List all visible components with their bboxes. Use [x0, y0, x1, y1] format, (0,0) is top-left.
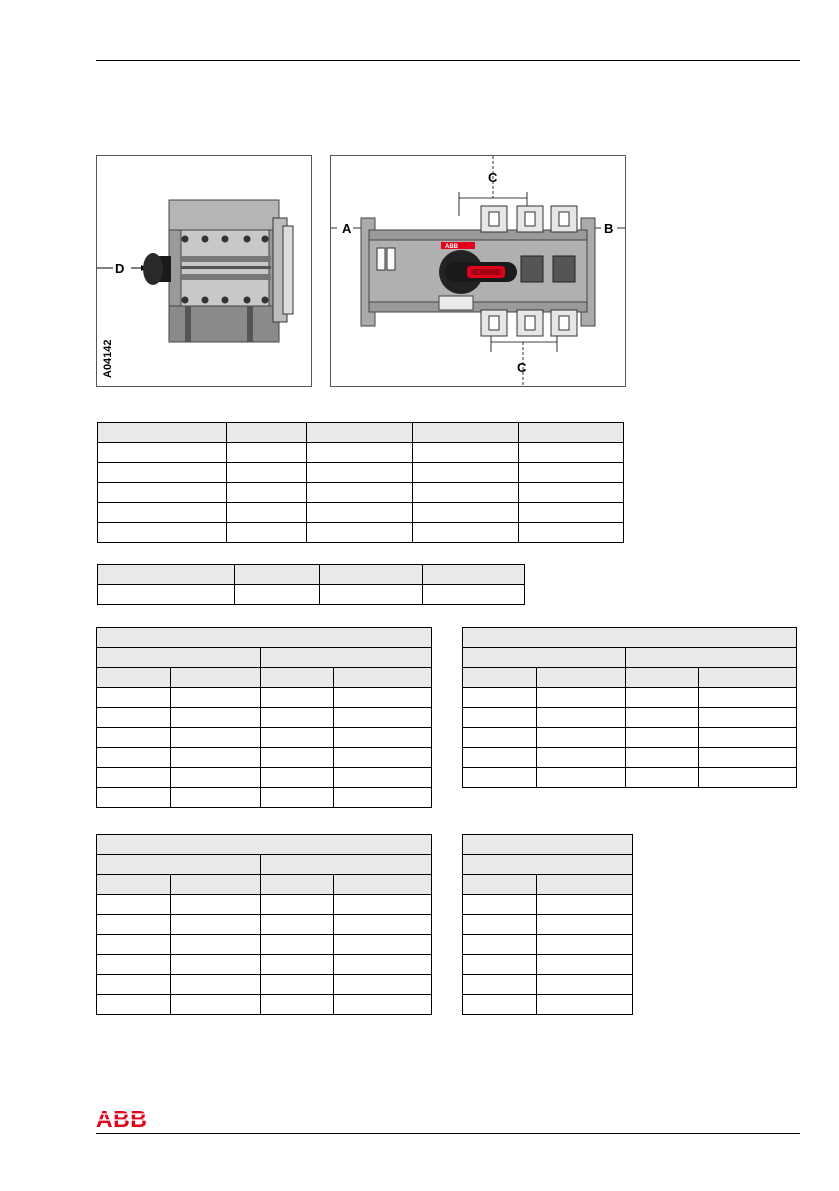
table-row [463, 708, 797, 728]
dimensions-table [97, 422, 624, 543]
table-title-row [97, 628, 432, 648]
table-row [463, 728, 797, 748]
side-view-figure [96, 155, 312, 387]
table-row [98, 503, 624, 523]
table-row [463, 895, 633, 915]
table-group-row [463, 855, 633, 875]
abb-logo [96, 1107, 148, 1129]
table-row [97, 995, 432, 1015]
front-view-drawing [331, 156, 625, 386]
table-row [463, 688, 797, 708]
table-group-row [463, 648, 797, 668]
front-view-figure [330, 155, 626, 387]
table-row [463, 995, 633, 1015]
table-header-row [98, 423, 624, 443]
dim-label-b: B [604, 221, 614, 236]
table-row [97, 708, 432, 728]
header-rule [96, 60, 800, 61]
table-title-row [97, 835, 432, 855]
table-row [97, 768, 432, 788]
dim-label-a: A [342, 221, 352, 236]
table-row [98, 523, 624, 543]
dim-label-d: D [115, 261, 125, 276]
table-row [98, 483, 624, 503]
table-row [97, 788, 432, 808]
device-badge: ABB [445, 244, 458, 250]
table-header-row [97, 875, 432, 895]
table-row [97, 975, 432, 995]
terminal-table-left [96, 627, 432, 808]
table-row [97, 935, 432, 955]
table-row [97, 915, 432, 935]
table-row [98, 463, 624, 483]
terminal-table-right [462, 627, 797, 788]
table-header-row [97, 668, 432, 688]
footer-rule [96, 1133, 800, 1134]
handle-table [97, 564, 525, 605]
table-row [463, 975, 633, 995]
table-row [463, 748, 797, 768]
table-row [97, 728, 432, 748]
abb-logo-text: ABB [96, 1107, 148, 1129]
table-title-row [463, 628, 797, 648]
table-row [97, 688, 432, 708]
table-group-row [97, 648, 432, 668]
table-title-row [463, 835, 633, 855]
table-group-row [97, 855, 432, 875]
figure-code: A04142 [102, 339, 114, 378]
table-header-row [463, 668, 797, 688]
table-row [97, 895, 432, 915]
dim-label-c-bottom: C [517, 360, 527, 375]
table-row [98, 443, 624, 463]
table-row [463, 768, 797, 788]
bottom-table-right [462, 834, 633, 1015]
table-row [463, 955, 633, 975]
table-row [98, 585, 525, 605]
dim-label-c-top: C [488, 170, 498, 185]
table-header-row [98, 565, 525, 585]
table-header-row [463, 875, 633, 895]
bottom-table-left [96, 834, 432, 1015]
table-row [97, 955, 432, 975]
side-view-drawing [97, 156, 311, 386]
table-row [463, 935, 633, 955]
table-row [463, 915, 633, 935]
table-row [97, 748, 432, 768]
